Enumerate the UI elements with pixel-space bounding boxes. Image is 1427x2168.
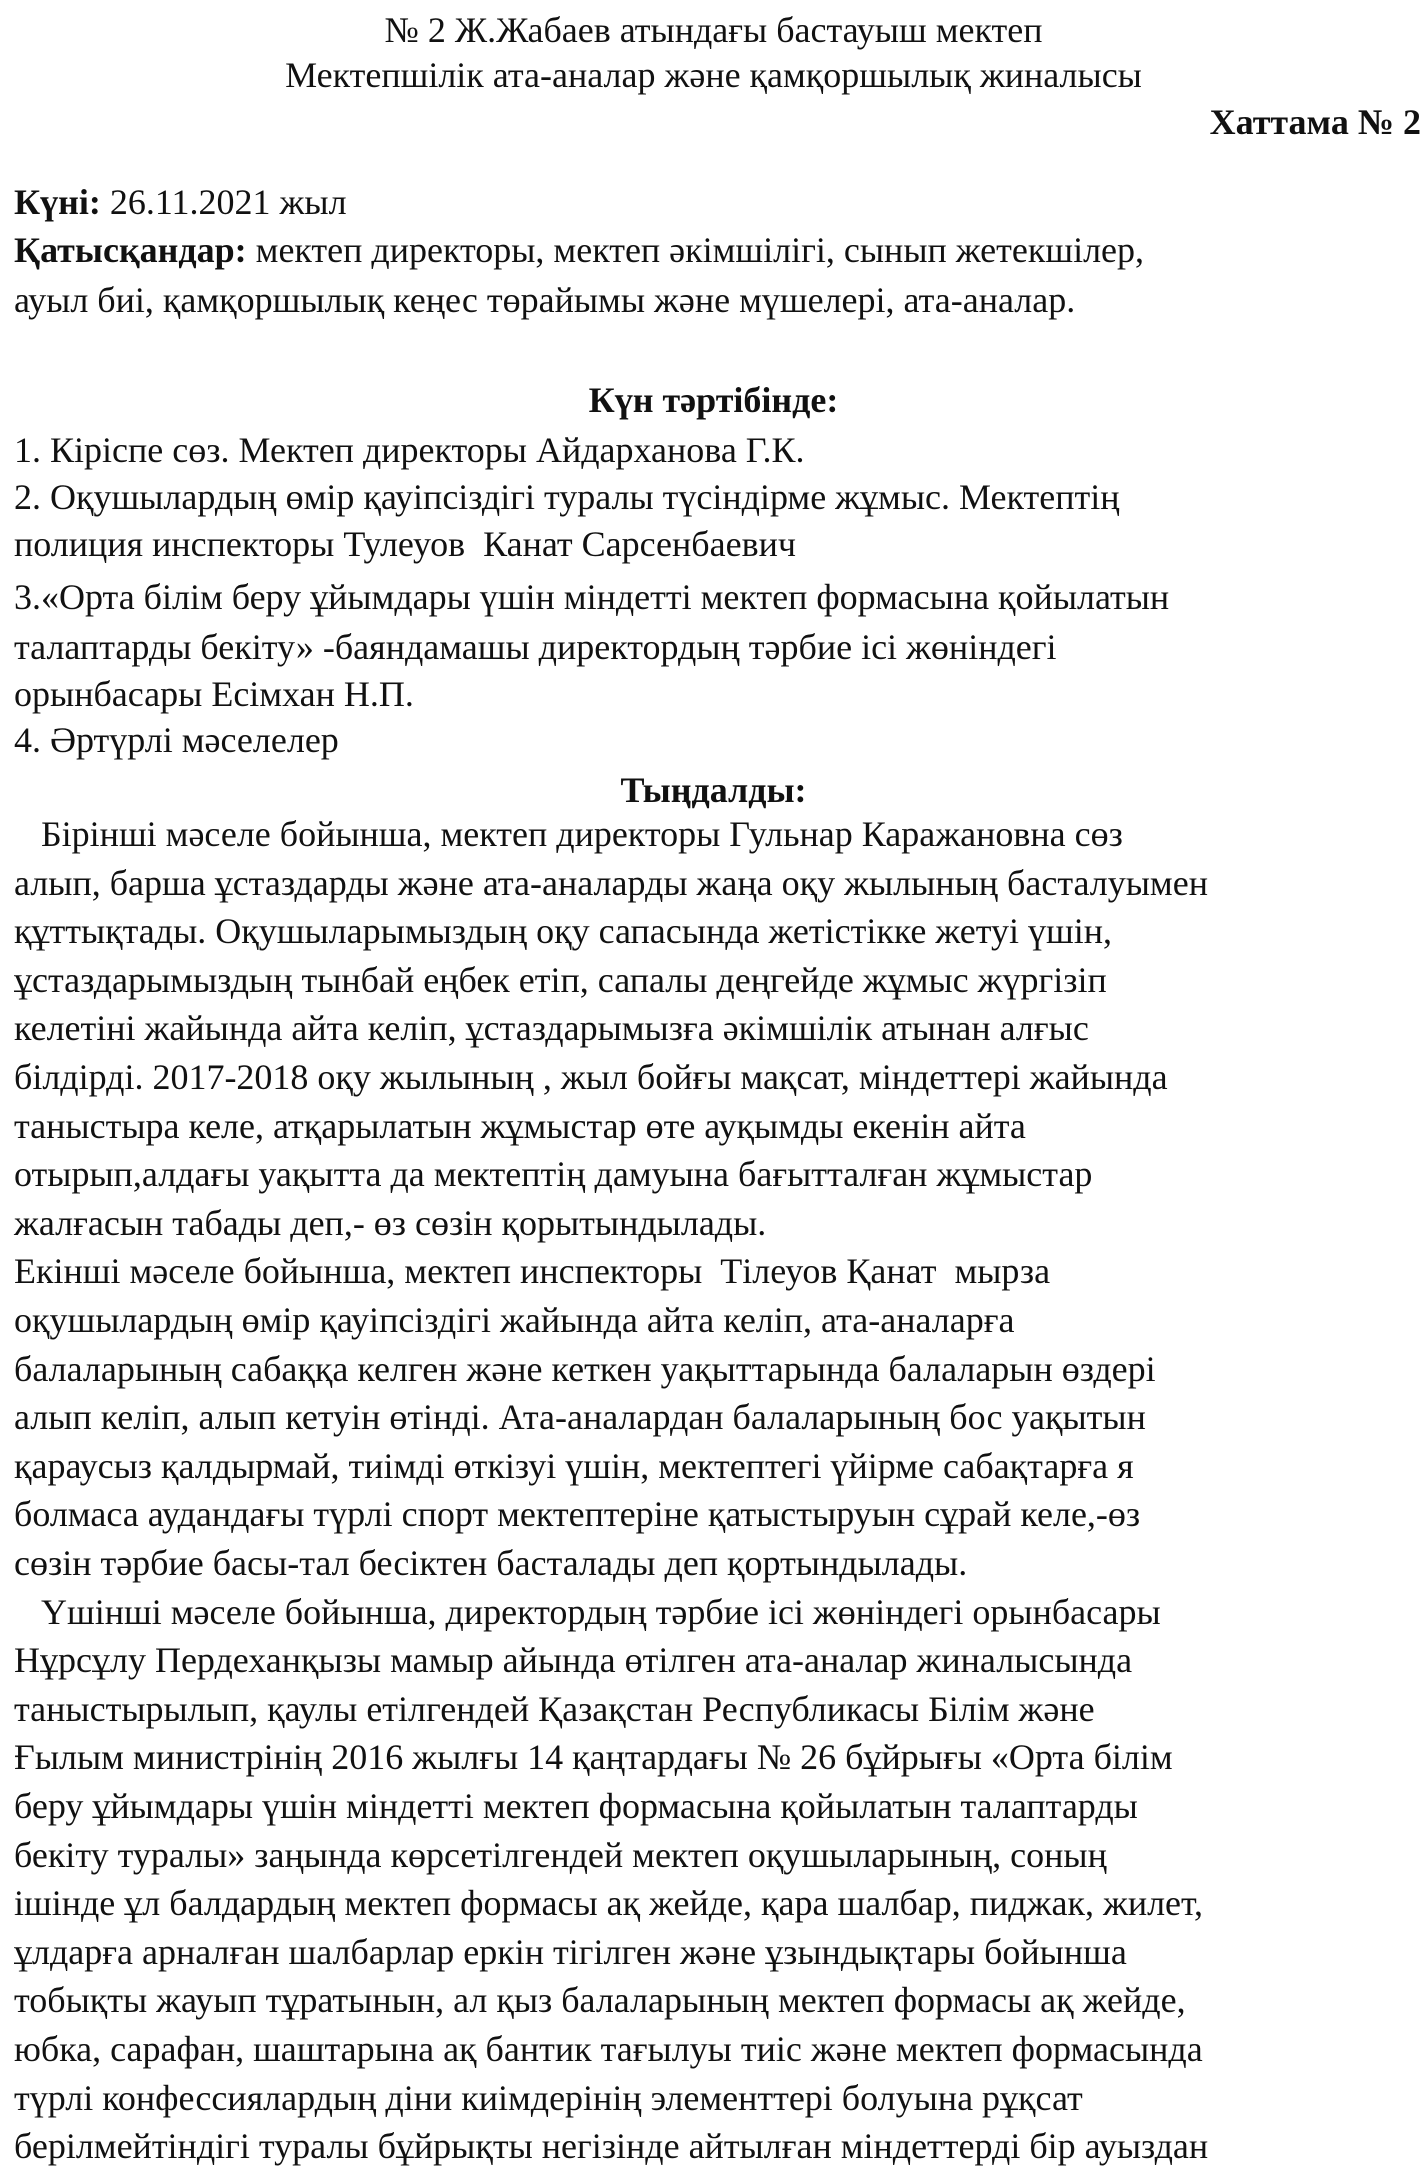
body-line: беру ұйымдары үшін міндетті мектеп формасына қойылатын талаптарды bbox=[14, 1786, 1138, 1826]
body-line: таныстыра келе, атқарылатын жұмыстар өте ауқымды екенін айта bbox=[14, 1105, 1026, 1146]
agenda-item: талаптарды бекіту» -баяндамашы директордың тәрбие ісі жөніндегі bbox=[14, 627, 1057, 667]
meeting-title: Мектепшілік ата-аналар және қамқоршылық жиналысы bbox=[285, 55, 1142, 95]
date-value: 26.11.2021 жыл bbox=[100, 182, 347, 222]
body-line: болмаса аудандағы түрлі спорт мектептеріне қатыстыруын сұрай келе,-өз bbox=[14, 1494, 1141, 1535]
body-line: тобықты жауып тұратынын, ал қыз балаларының мектеп формасы ақ жейде, bbox=[14, 1980, 1186, 2021]
body-line: юбка, сарафан, шаштарына ақ бантик тағылуы тиіс және мектеп формасында bbox=[14, 2029, 1203, 2069]
body-line: отырып,алдағы уақытта да мектептің дамуына бағытталған жұмыстар bbox=[14, 1154, 1093, 1195]
participants-label: Қатысқандар: bbox=[14, 230, 247, 270]
date-label: Күні: bbox=[14, 182, 101, 222]
body-line: бекіту туралы» заңында көрсетілгендей мектеп оқушыларының, соның bbox=[14, 1834, 1107, 1875]
agenda-item: 2. Оқушылардың өмір қауіпсіздігі туралы түсіндірме жұмыс. Мектептің bbox=[14, 477, 1120, 517]
body-line: Ғылым министрінің 2016 жылғы 14 қаңтардағы № 26 бұйрығы «Орта білім bbox=[14, 1737, 1173, 1778]
body-line: сөзін тәрбие басы-тал бесіктен басталады деп қортындылады. bbox=[14, 1543, 968, 1583]
agenda-item: полиция инспекторы Тулеуов Канат Сарсенбаевич bbox=[14, 524, 796, 564]
body-line: жалғасын табады деп,- өз сөзін қорытындылады. bbox=[14, 1202, 767, 1243]
agenda-item: 3.«Орта білім беру ұйымдары үшін міндетті мектеп формасына қойылатын bbox=[14, 577, 1170, 617]
body-line: құттықтады. Оқушыларымыздың оқу сапасында жетістікке жетуі үшін, bbox=[14, 911, 1113, 952]
participants-line-2: ауыл биі, қамқоршылық кеңес төрайымы және мүшелері, ата-аналар. bbox=[14, 280, 1076, 320]
body-line: ішінде ұл балдардың мектеп формасы ақ жейде, қара шалбар, пиджак, жилет, bbox=[14, 1883, 1204, 1924]
body-line: ұлдарға арналған шалбарлар еркін тігілген және ұзындықтары бойынша bbox=[14, 1931, 1127, 1972]
agenda-title: Күн тәртібінде: bbox=[588, 380, 839, 420]
agenda-item: 4. Әртүрлі мәселелер bbox=[14, 720, 339, 760]
body-line: балаларының сабаққа келген және кеткен уақыттарында балаларын өздері bbox=[14, 1348, 1156, 1389]
body-line: білдірді. 2017-2018 оқу жылының , жыл бойғы мақсат, міндеттері жайында bbox=[14, 1057, 1168, 1097]
body-line: түрлі конфессиялардың діни киімдерінің элементтері болуына рұқсат bbox=[14, 2077, 1083, 2118]
heard-title: Тыңдалды: bbox=[620, 770, 807, 810]
participants-text: мектеп директоры, мектеп әкімшілігі, сынып жетекшілер, bbox=[246, 230, 1145, 270]
agenda-item: орынбасары Есімхан Н.П. bbox=[14, 674, 414, 714]
body-line: ұстаздарымыздың тынбай еңбек етіп, сапалы деңгейде жұмыс жүргізіп bbox=[14, 959, 1107, 1000]
body-line: таныстырылып, қаулы етілгендей Қазақстан Республикасы Білім және bbox=[14, 1688, 1095, 1729]
body-line: берілмейтіндігі туралы бұйрықты негізінде айтылған міндеттерді бір ауыздан bbox=[14, 2126, 1209, 2167]
body-line: алып, барша ұстаздарды және ата-аналарды жаңа оқу жылының басталуымен bbox=[14, 862, 1208, 903]
body-line: келетіні жайында айта келіп, ұстаздарымызға әкімшілік атынан алғыс bbox=[14, 1008, 1089, 1049]
body-line: Екінші мәселе бойынша, мектеп инспекторы Тілеуов Қанат мырза bbox=[14, 1251, 1051, 1292]
participants-line bbox=[14, 228, 1144, 272]
body-line: Үшінші мәселе бойынша, директордың тәрбие ісі жөніндегі орынбасары bbox=[14, 1591, 1161, 1632]
body-line: алып келіп, алып кетуін өтінді. Ата-аналардан балаларының бос уақытын bbox=[14, 1397, 1146, 1438]
body-line: оқушылардың өмір қауіпсіздігі жайында айта келіп, ата-аналарға bbox=[14, 1300, 1015, 1340]
school-name: № 2 Ж.Жабаев атындағы бастауыш мектеп bbox=[384, 10, 1043, 50]
body-line: қараусыз қалдырмай, тиімді өткізуі үшін, мектептегі үйірме сабақтарға я bbox=[14, 1445, 1134, 1486]
protocol-number: Хаттама № 2 bbox=[1209, 102, 1421, 142]
date-line bbox=[14, 180, 347, 224]
agenda-item: 1. Кіріспе сөз. Мектеп директоры Айдарханова Г.К. bbox=[14, 430, 805, 470]
body-line: Бірінші мәселе бойынша, мектеп директоры Гульнар Каражановна сөз bbox=[14, 814, 1123, 854]
body-line: Нұрсұлу Пердеханқызы мамыр айында өтілген ата-аналар жиналысында bbox=[14, 1640, 1133, 1681]
